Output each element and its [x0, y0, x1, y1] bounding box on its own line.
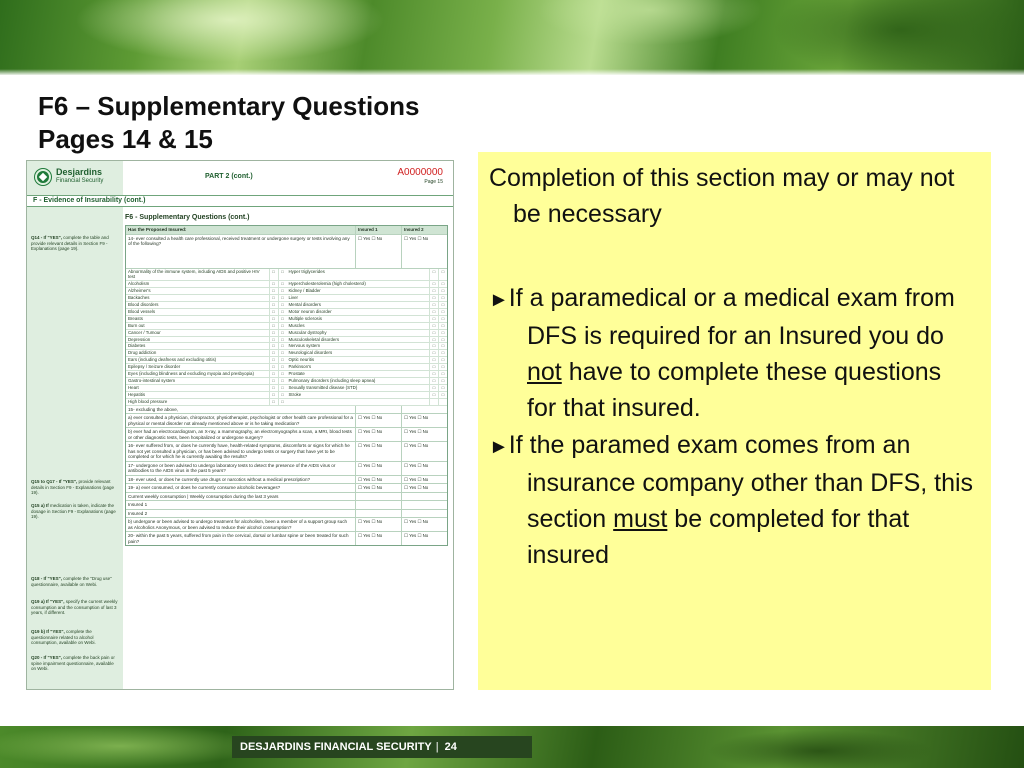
yes-no-choice[interactable]: ☐ Yes ☐ No: [355, 476, 401, 484]
checkbox[interactable]: □: [269, 295, 278, 301]
checkbox[interactable]: □: [278, 330, 287, 336]
yes-no-choice[interactable]: ☐ Yes ☐ No: [355, 484, 401, 492]
checkbox[interactable]: □: [429, 281, 438, 287]
side-note-q15-17: Q15 to Q17 - If "YES", provide relevant details in Section F9 - Explanations (page 19).: [31, 479, 115, 495]
checkbox[interactable]: □: [269, 343, 278, 349]
info-text-box: [478, 152, 991, 690]
yes-no-choice: [401, 493, 447, 501]
later-questions: [126, 406, 447, 546]
table-row: a) ever consulted a physician, chiropractor, physiotherapist, psychologist or other health care professional for a physical or mental disorder not already mentioned above or is he taking medication? ☐ Yes ☐ No ☐ Yes ☐ No: [126, 414, 447, 428]
yes-no-choice[interactable]: ☐ Yes ☐ No: [401, 428, 447, 441]
condition-row: Heart □ □ Sexually transmitted disease (STD) □ □: [126, 385, 447, 392]
condition-row: Diabetes □ □ Nervous system □ □: [126, 343, 447, 350]
checkbox[interactable]: □: [269, 316, 278, 322]
checkbox[interactable]: □: [278, 269, 287, 281]
checkbox[interactable]: □: [269, 357, 278, 363]
checkbox[interactable]: □: [429, 357, 438, 363]
checkbox[interactable]: □: [438, 295, 447, 301]
condition-row: Drug addiction □ □ Neurological disorders □ □: [126, 350, 447, 357]
checkbox[interactable]: □: [429, 295, 438, 301]
form-code: A0000000: [397, 167, 443, 178]
checkbox[interactable]: □: [429, 371, 438, 377]
checkbox[interactable]: □: [278, 371, 287, 377]
checkbox[interactable]: □: [429, 309, 438, 315]
table-row: b) ever had an electrocardiogram, an X-ray, a mammography, an electromyographs a scan, a MRI, blood tests or other diagnostic tests, been hospitalized or undergone surgery? ☐ Yes ☐ No ☐ Yes ☐ No: [126, 428, 447, 442]
checkbox[interactable]: □: [278, 302, 287, 308]
yes-no-choice[interactable]: ☐ Yes ☐ No: [355, 518, 401, 531]
yes-no-choice: [355, 406, 401, 414]
table-header-row: Has the Proposed Insured: Insured 1 Insured 2: [126, 226, 447, 235]
subsection-title: F6 - Supplementary Questions (cont.): [125, 214, 250, 221]
checkbox[interactable]: □: [438, 378, 447, 384]
side-note-q15a: Q15 a) If medication is taken, indicate the dosage in Section F9 - Explanations (page 19).: [31, 503, 116, 519]
yes-no-choice: [355, 501, 401, 509]
checkbox[interactable]: □: [269, 399, 278, 405]
checkbox[interactable]: □: [429, 350, 438, 356]
checkbox[interactable]: □: [278, 350, 287, 356]
table-row: 16- ever suffered from, or does he currently have, health-related symptoms, discomforts or signs for which he has not yet consulted a physician, or has been advised to undergo tests or surgery that have yet to be completed or for which he is currently awaiting the results? ☐ Yes ☐ No ☐ Yes ☐ No: [126, 442, 447, 462]
yes-no-choice[interactable]: ☐ Yes ☐ No: [401, 532, 447, 545]
yes-no-choice[interactable]: ☐ Yes ☐ No: [355, 462, 401, 475]
condition-row: Alzheimer's □ □ Kidney / Bladder □ □: [126, 288, 447, 295]
checkbox[interactable]: □: [278, 378, 287, 384]
checkbox[interactable]: □: [438, 392, 447, 398]
checkbox[interactable]: □: [269, 302, 278, 308]
checkbox[interactable]: □: [269, 337, 278, 343]
condition-row: Breasts □ □ Multiple sclerosis □ □: [126, 316, 447, 323]
condition-row: High blood pressure □ □: [126, 399, 447, 406]
form-page-number: Page 15: [424, 179, 443, 185]
condition-row: Ears (including deafness and excluding otitis) □ □ Optic neuritis □ □: [126, 357, 447, 364]
table-row: Insured 1: [126, 501, 447, 510]
checkbox[interactable]: □: [278, 392, 287, 398]
checkbox[interactable]: □: [438, 269, 447, 281]
checkbox[interactable]: □: [429, 392, 438, 398]
checkbox[interactable]: □: [438, 337, 447, 343]
checkbox[interactable]: □: [438, 385, 447, 391]
section-title: F - Evidence of Insurability (cont.): [27, 195, 453, 207]
form-page-image: [26, 160, 454, 690]
checkbox[interactable]: □: [438, 364, 447, 370]
checkbox[interactable]: □: [278, 343, 287, 349]
checkbox[interactable]: [438, 399, 447, 405]
condition-row: Gastro-intestinal system □ □ Pulmonary disorders (including sleep apnea) □ □: [126, 378, 447, 385]
paragraph-paramed-exam: ►If the paramed exam comes from an insurance company other than DFS, this section must be completed for that insured: [489, 431, 974, 569]
checkbox[interactable]: □: [438, 288, 447, 294]
yes-no-choice: [401, 406, 447, 414]
side-note-q19b: Q19 b) If "YES", complete the questionnaire related to alcohol consumption, available on Webi.: [31, 629, 96, 645]
checkbox[interactable]: □: [438, 309, 447, 315]
questions-table: [125, 225, 448, 546]
yes-no-choice[interactable]: ☐ Yes ☐ No: [401, 462, 447, 475]
condition-row: Eyes (including blindness and excluding myopia and presbyopia) □ □ Prostate □ □: [126, 371, 447, 378]
yes-no-choice[interactable]: ☐ Yes ☐ No: [355, 532, 401, 545]
bullet-arrow-icon: ►: [489, 436, 509, 458]
checkbox[interactable]: □: [269, 385, 278, 391]
checkbox[interactable]: □: [429, 302, 438, 308]
checkbox[interactable]: □: [429, 330, 438, 336]
yes-no-choice: [355, 493, 401, 501]
checkbox[interactable]: □: [438, 371, 447, 377]
yes-no-choice: [401, 501, 447, 509]
checkbox[interactable]: □: [429, 378, 438, 384]
checkbox[interactable]: □: [438, 316, 447, 322]
table-row: Insured 2: [126, 510, 447, 519]
checkbox[interactable]: □: [438, 281, 447, 287]
table-row: b) undergone or been advised to undergo treatment for alcoholism, been a member of a support group such as Alcoholics Anonymous, or been advised to reduce their alcohol consumption? ☐ Yes ☐ No ☐ Yes ☐ No: [126, 518, 447, 532]
table-row: 20- within the past 5 years, suffered from pain in the cervical, dorsal or lumbar spine or been treated for such pain? ☐ Yes ☐ No ☐ Yes ☐ No: [126, 532, 447, 545]
form-header: [27, 161, 453, 193]
checkbox[interactable]: □: [278, 295, 287, 301]
condition-row: Backaches □ □ Liver □ □: [126, 295, 447, 302]
checkbox[interactable]: □: [438, 357, 447, 363]
checkbox[interactable]: □: [278, 385, 287, 391]
condition-row: Depression □ □ Musculoskeletal disorders □ □: [126, 337, 447, 344]
checkbox[interactable]: □: [269, 392, 278, 398]
checkbox[interactable]: □: [278, 399, 287, 405]
checkbox[interactable]: □: [269, 371, 278, 377]
checkbox[interactable]: □: [278, 337, 287, 343]
footer-company: DESJARDINS FINANCIAL SECURITY: [240, 741, 432, 753]
paragraph-completion: Completion of this section may or may not be necessary: [489, 164, 955, 228]
checkbox[interactable]: □: [269, 288, 278, 294]
checkbox[interactable]: □: [429, 385, 438, 391]
checkbox[interactable]: □: [269, 364, 278, 370]
footer-separator: |: [435, 741, 439, 753]
logo-subtitle: Financial Security: [56, 178, 104, 184]
condition-row: Blood vessels □ □ Motor neuron disorder □ □: [126, 309, 447, 316]
side-note-q20: Q20 - If "YES", complete the back pain or spine impairment questionnaire, available on Webi.: [31, 655, 115, 671]
footer-page-number: 24: [444, 741, 457, 753]
checkbox[interactable]: □: [269, 269, 278, 281]
checkbox[interactable]: □: [429, 323, 438, 329]
yes-no-choice[interactable]: ☐ Yes ☐ No: [355, 414, 401, 427]
table-row: 19- a) ever consumed, or does he currently consume alcoholic beverages? ☐ Yes ☐ No ☐ Yes ☐ No: [126, 484, 447, 493]
yes-no-choice[interactable]: ☐ Yes ☐ No: [401, 442, 447, 461]
logo-name: Desjardins: [56, 167, 103, 177]
yes-no-choice[interactable]: ☐ Yes ☐ No: [355, 428, 401, 441]
checkbox[interactable]: □: [429, 364, 438, 370]
table-row-q14: 14- ever consulted a health care professional, received treatment or undergone surgery or tests involving any of the following? ☐ Yes ☐ No ☐ Yes ☐ No: [126, 235, 447, 269]
checkbox[interactable]: □: [429, 269, 438, 281]
checkbox[interactable]: □: [278, 281, 287, 287]
checkbox[interactable]: □: [429, 288, 438, 294]
condition-row: Hepatitis □ □ Stroke □ □: [126, 392, 447, 399]
desjardins-logo-icon: [35, 169, 51, 185]
checkbox[interactable]: □: [438, 302, 447, 308]
yes-no-choice[interactable]: ☐ Yes ☐ No: [401, 414, 447, 427]
checkbox[interactable]: □: [278, 309, 287, 315]
checkbox[interactable]: □: [269, 309, 278, 315]
condition-row: Burn out □ □ Muscles □ □: [126, 323, 447, 330]
side-note-q14: Q14 - If "YES", complete the table and provide relevant details in Section F9 - Explanations (page 19).: [31, 235, 109, 251]
checkbox[interactable]: [429, 399, 438, 405]
table-row: Current weekly consumption | Weekly consumption during the last 3 years: [126, 493, 447, 502]
checkbox[interactable]: □: [269, 281, 278, 287]
checkbox[interactable]: □: [278, 316, 287, 322]
yes-no-choice[interactable]: ☐ Yes ☐ No: [355, 442, 401, 461]
checkbox[interactable]: □: [278, 357, 287, 363]
yes-no-choice[interactable]: ☐ Yes ☐ No: [401, 476, 447, 484]
footer-label: [232, 736, 532, 758]
slide-title-line1: F6 – Supplementary Questions: [38, 91, 420, 121]
condition-row: Cancer / Tumour □ □ Muscular dystrophy □ □: [126, 330, 447, 337]
table-row: 18- ever used, or does he currently use drugs or narcotics without a medical prescription? ☐ Yes ☐ No ☐ Yes ☐ No: [126, 476, 447, 485]
checkbox[interactable]: □: [269, 350, 278, 356]
checkbox[interactable]: □: [269, 330, 278, 336]
checkbox[interactable]: □: [438, 350, 447, 356]
condition-row: Epilepsy / Seizure disorder □ □ Parkinson's □ □: [126, 364, 447, 371]
condition-row: Blood disorders □ □ Mental disorders □ □: [126, 302, 447, 309]
conditions-list: [126, 269, 447, 406]
checkbox[interactable]: □: [429, 343, 438, 349]
side-note-q18: Q18 - If "YES", complete the "Drug use" questionnaire, available on Webi.: [31, 576, 112, 587]
table-row: 15- excluding the above,: [126, 406, 447, 415]
checkbox[interactable]: □: [278, 288, 287, 294]
checkbox[interactable]: □: [438, 330, 447, 336]
slide-title-line2: Pages 14 & 15: [38, 124, 213, 154]
checkbox[interactable]: □: [429, 337, 438, 343]
slide-title: [38, 90, 578, 156]
checkbox[interactable]: □: [278, 364, 287, 370]
checkbox[interactable]: □: [269, 323, 278, 329]
yes-no-choice: [401, 510, 447, 518]
footer-banner: [0, 726, 1024, 768]
checkbox[interactable]: □: [278, 323, 287, 329]
table-row: 17- undergone or been advised to undergo laboratory tests to detect the presence of the AIDS virus or antibodies to the AIDS virus in the past 5 years? ☐ Yes ☐ No ☐ Yes ☐ No: [126, 462, 447, 476]
top-leaf-banner: [0, 0, 1024, 75]
yes-no-choice[interactable]: ☐ Yes ☐ No: [401, 484, 447, 492]
part-label: PART 2 (cont.): [205, 173, 253, 180]
condition-row: Alcoholism □ □ Hypercholesterolemia (high cholesterol) □ □: [126, 281, 447, 288]
paragraph-paramedical: ►If a paramedical or a medical exam from DFS is required for an Insured you do not have to complete these questions for that insured.: [489, 284, 955, 422]
yes-no-choice: [355, 510, 401, 518]
bullet-arrow-icon: ►: [489, 289, 509, 311]
checkbox[interactable]: □: [438, 323, 447, 329]
yes-no-choice[interactable]: ☐ Yes ☐ No: [401, 518, 447, 531]
side-note-q19a: Q19 a) If "YES", specify the current weekly consumption and the consumption of last 3 years, if different.: [31, 599, 118, 615]
checkbox[interactable]: □: [438, 343, 447, 349]
condition-row: Abnormality of the immune system, including AIDS and positive HIV test □ □ Hyper triglycerides □ □: [126, 269, 447, 282]
checkbox[interactable]: □: [429, 316, 438, 322]
checkbox[interactable]: □: [269, 378, 278, 384]
